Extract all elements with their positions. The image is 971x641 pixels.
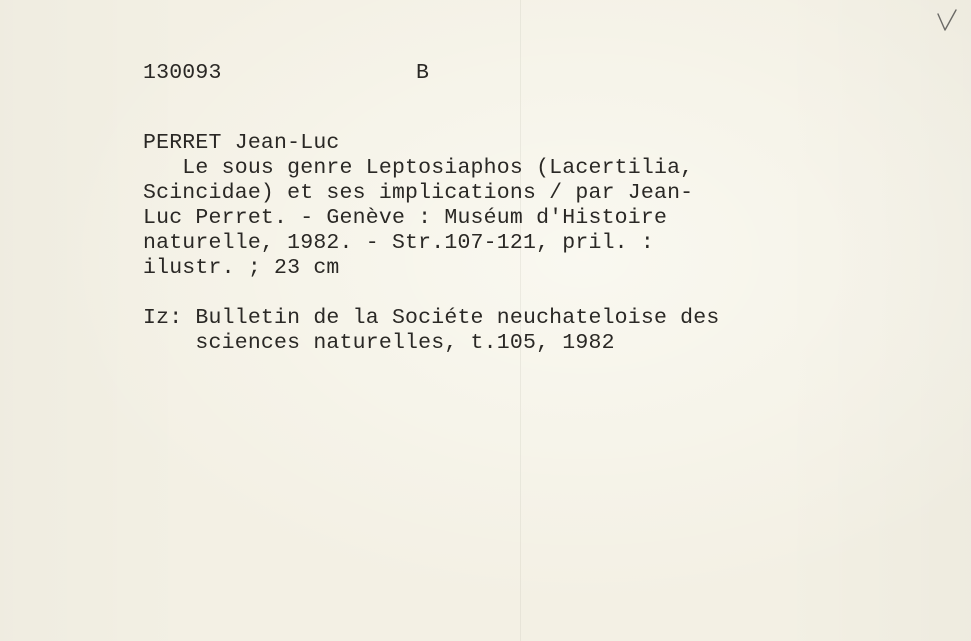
description-line: Scincidae) et ses implications / par Jean- <box>143 181 694 205</box>
description-line: Luc Perret. - Genève : Muséum d'Histoire <box>143 206 668 230</box>
source-line: sciences naturelles, t.105, 1982 <box>143 331 615 355</box>
source-line: Iz: Bulletin de la Sociéte neuchateloise des <box>143 306 720 330</box>
description-line: ilustr. ; 23 cm <box>143 256 340 280</box>
description-line: naturelle, 1982. - Str.107-121, pril. : <box>143 231 654 255</box>
description-line: Le sous genre Leptosiaphos (Lacertilia, <box>143 156 694 180</box>
check-mark-icon <box>934 8 960 34</box>
author-heading: PERRET Jean-Luc <box>143 131 340 155</box>
class-letter: B <box>416 61 430 85</box>
accession-number: 130093 <box>143 61 222 85</box>
